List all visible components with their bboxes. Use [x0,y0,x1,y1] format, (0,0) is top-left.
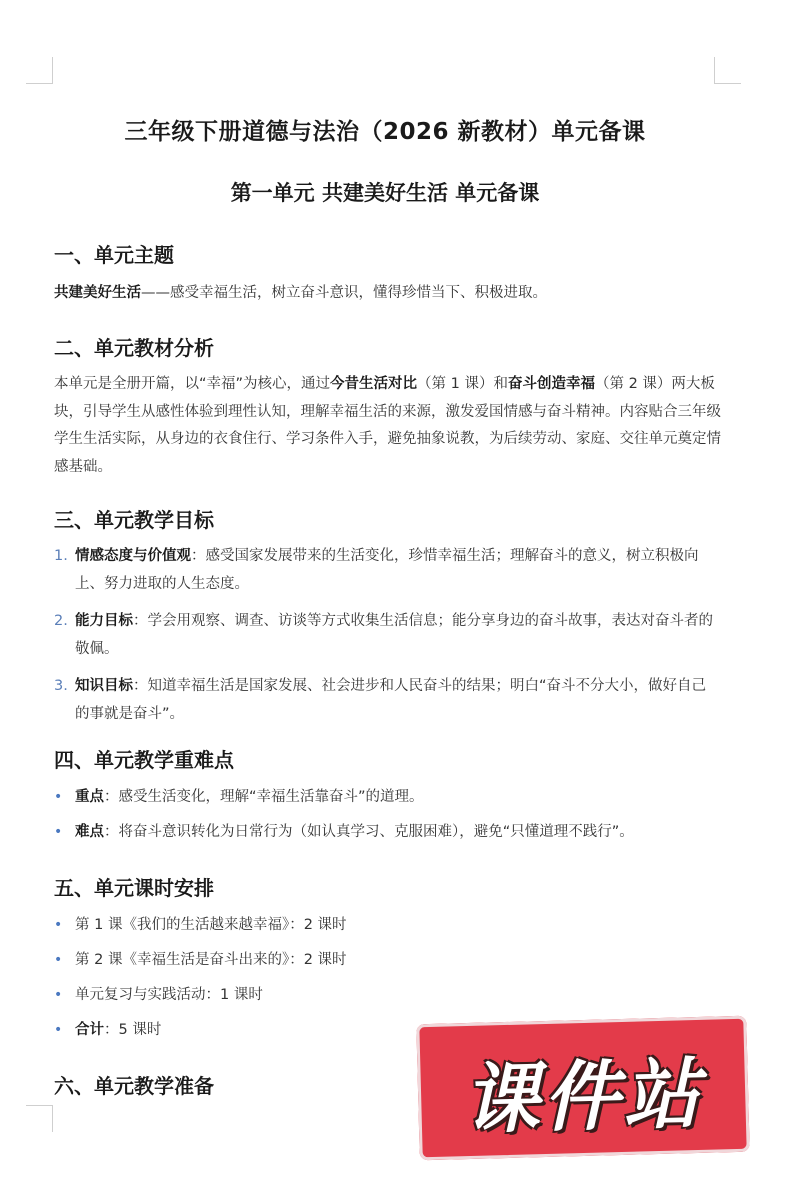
crop-mark-bottom-left [26,1105,53,1132]
analysis-text-3: （第 2 课）两大板块，引导学生从感性体验到理性认知，理解幸福生活的来源，激发爱国情感与奋斗精神。内容贴合三年级学生生活实际，从身边的衣食住行、学习条件入手，避免抽象说教，为后续劳动、家庭、交往单元奠定情感基础。 [54,376,721,475]
analysis-text-1: 本单元是全册开篇，以“幸福”为核心，通过 [54,376,331,392]
key-point-item [54,786,754,808]
theme-text: ——感受幸福生活，树立奋斗意识，懂得珍惜当下、积极进取。 [141,285,547,301]
analysis-bold-1: 今昔生活对比 [330,376,418,392]
section-6-heading: 六、单元教学准备 [54,1074,214,1098]
objective-label: 知识目标 [75,678,133,694]
list-number: 2. [54,613,68,629]
section-1-text [54,280,734,308]
key-point-text: ：将奋斗意识转化为日常行为（如认真学习、克服困难），避免“只懂道理不践行”。 [104,824,634,840]
key-point-text: ：感受生活变化，理解“幸福生活靠奋斗”的道理。 [104,789,424,805]
objective-item [54,672,714,728]
bullet-icon: • [54,1022,63,1038]
objective-text: ：学会用观察、调查、访谈等方式收集生活信息；能分享身边的奋斗故事，表达对奋斗者的敬佩。 [75,613,713,657]
watermark-stamp [416,1016,749,1161]
bullet-icon: • [54,987,63,1003]
schedule-item [54,949,754,971]
unit-title: 第一单元 共建美好生活 单元备课 [230,181,540,205]
total-text: ：5 课时 [104,1022,162,1038]
bullet-icon: • [54,952,63,968]
schedule-text: 第 1 课《我们的生活越来越幸福》：2 课时 [75,917,347,933]
analysis-bold-2: 奋斗创造幸福 [507,376,595,392]
schedule-item [54,914,754,936]
schedule-item [54,984,754,1006]
document-title: 三年级下册道德与法治（2026 新教材）单元备课 [124,119,646,145]
crop-mark-top-right [714,57,741,84]
theme-bold: 共建美好生活 [54,285,141,301]
bullet-icon: • [54,917,63,933]
section-2-heading: 二、单元教材分析 [54,336,214,360]
section-1-heading: 一、单元主题 [54,243,174,267]
key-point-item [54,821,754,843]
bullet-icon: • [54,824,63,840]
schedule-text: 单元复习与实践活动：1 课时 [75,987,263,1003]
objective-label: 情感态度与价值观 [75,548,191,564]
key-points-list [54,786,754,843]
section-5-heading: 五、单元课时安排 [54,876,214,900]
stamp-text: 课件站 [462,1048,705,1145]
crop-mark-top-left [26,57,53,84]
objectives-list [54,542,714,737]
list-number: 1. [54,548,68,564]
key-point-label: 重点 [75,789,104,805]
objective-item [54,607,714,663]
section-4-heading: 四、单元教学重难点 [54,748,234,772]
objective-text: ：知道幸福生活是国家发展、社会进步和人民奋斗的结果；明白“奋斗不分大小，做好自己的事就是奋斗”。 [75,678,707,722]
key-point-label: 难点 [75,824,104,840]
list-number: 3. [54,678,68,694]
objective-text: ：感受国家发展带来的生活变化，珍惜幸福生活；理解奋斗的意义，树立积极向上、努力进取的人生态度。 [75,548,699,592]
objective-item [54,542,714,598]
schedule-text: 第 2 课《幸福生活是奋斗出来的》：2 课时 [75,952,347,968]
bullet-icon: • [54,789,63,805]
total-label: 合计 [75,1022,104,1038]
section-2-paragraph [54,371,734,481]
analysis-text-2: （第 1 课）和 [417,376,508,392]
section-3-heading: 三、单元教学目标 [54,508,214,532]
objective-label: 能力目标 [75,613,133,629]
